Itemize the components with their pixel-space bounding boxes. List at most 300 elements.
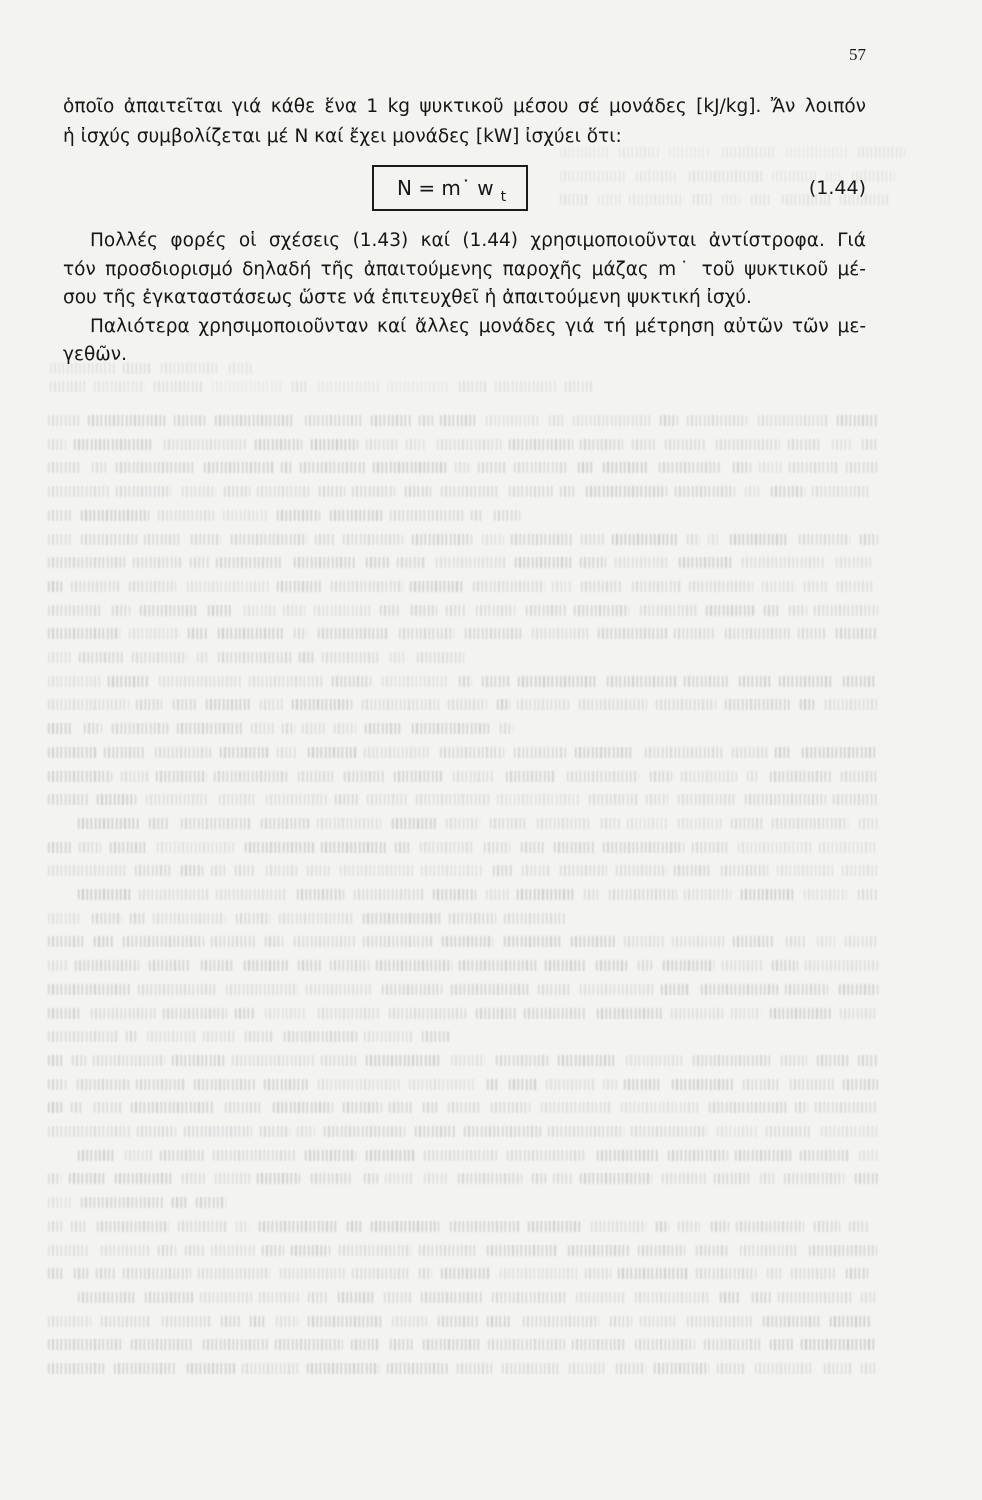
bleed-through-mark — [843, 676, 876, 687]
bleed-through-mark — [132, 652, 187, 663]
bleed-through-mark — [528, 1221, 581, 1232]
bleed-through-mark — [116, 462, 195, 473]
bleed-through-mark — [339, 1245, 411, 1256]
bleed-through-mark — [190, 557, 209, 568]
bleed-through-mark — [789, 605, 807, 616]
bleed-through-mark — [660, 415, 678, 426]
bleed-through-mark — [97, 794, 136, 805]
bleed-through-mark — [731, 818, 763, 829]
bleed-through-mark — [546, 1079, 595, 1090]
bleed-through-mark — [494, 510, 520, 521]
bleed-through-mark — [636, 171, 678, 182]
bleed-through-mark — [621, 1102, 699, 1113]
bleed-through-mark — [733, 462, 751, 473]
bleed-through-mark — [184, 1126, 252, 1137]
bleed-through-mark — [560, 171, 626, 182]
bleed-through-mark — [133, 557, 181, 568]
bleed-through-mark — [275, 1339, 343, 1350]
bleed-through-mark — [572, 1339, 625, 1350]
bleed-through-mark — [487, 1245, 558, 1256]
bleed-through-mark — [259, 1221, 339, 1232]
bleed-through-mark — [299, 652, 314, 663]
bleed-through-mark — [250, 1316, 267, 1327]
bleed-through-mark — [302, 723, 327, 734]
bleed-through-mark — [721, 865, 768, 876]
bleed-through-mark — [422, 1031, 449, 1042]
bleed-through-mark — [490, 818, 527, 829]
bleed-through-mark — [453, 771, 495, 782]
bleed-through-mark — [603, 462, 649, 473]
bleed-through-mark — [552, 581, 573, 592]
bleed-through-mark — [696, 1245, 729, 1256]
bleed-through-mark — [244, 960, 288, 971]
bleed-through-mark — [488, 1339, 565, 1350]
bleed-through-mark — [471, 510, 483, 521]
bleed-through-mark — [861, 1363, 878, 1374]
bleed-through-mark — [255, 439, 302, 450]
bleed-through-mark — [79, 652, 123, 663]
bleed-through-mark — [297, 1126, 315, 1137]
bleed-through-mark — [282, 723, 295, 734]
bleed-through-mark — [382, 984, 442, 995]
bleed-through-mark — [48, 1031, 119, 1042]
bleed-through-mark — [672, 1079, 735, 1090]
bleed-through-mark — [69, 1173, 107, 1184]
bleed-through-mark — [279, 913, 353, 924]
bleed-through-mark — [846, 1268, 868, 1279]
bleed-through-mark — [48, 747, 97, 758]
bleed-through-mark — [315, 534, 335, 545]
bleed-through-mark — [387, 381, 448, 392]
equation-box — [372, 165, 528, 211]
bleed-through-mark — [504, 936, 562, 947]
bleed-through-mark — [221, 1316, 240, 1327]
bleed-through-mark — [178, 1221, 227, 1232]
bleed-through-mark — [307, 865, 330, 876]
bleed-through-mark — [365, 723, 401, 734]
bleed-through-mark — [741, 889, 795, 900]
bleed-through-mark — [131, 1102, 214, 1113]
bleed-through-mark — [758, 415, 829, 426]
bleed-through-mark — [752, 1292, 771, 1303]
bleed-through-mark — [110, 842, 148, 853]
bleed-through-mark — [48, 628, 120, 639]
bleed-through-mark — [112, 605, 130, 616]
bleed-through-mark — [656, 699, 716, 710]
bleed-through-mark — [115, 1173, 174, 1184]
bleed-through-mark — [799, 534, 850, 545]
bleed-through-mark — [121, 771, 148, 782]
page-number: 57 — [849, 45, 866, 64]
bleed-through-mark — [518, 676, 597, 687]
bleed-through-mark — [846, 462, 878, 473]
bleed-through-mark — [364, 747, 429, 758]
bleed-through-mark — [126, 1031, 138, 1042]
bleed-through-mark — [48, 534, 71, 545]
bleed-through-mark — [624, 1079, 661, 1090]
bleed-through-mark — [795, 1102, 808, 1113]
bleed-through-mark — [495, 381, 556, 392]
bleed-through-mark — [213, 1150, 296, 1161]
bleed-through-mark — [314, 605, 371, 616]
bleed-through-mark — [814, 605, 878, 616]
bleed-through-mark — [665, 439, 705, 450]
bleed-through-mark — [767, 1268, 783, 1279]
bleed-through-mark — [297, 889, 344, 900]
bleed-through-mark — [671, 1008, 723, 1019]
bleed-through-mark — [188, 628, 207, 639]
bleed-through-mark — [48, 1363, 105, 1374]
bleed-through-mark — [257, 1173, 300, 1184]
bleed-through-mark — [663, 960, 714, 971]
bleed-through-mark — [48, 510, 71, 521]
bleed-through-mark — [140, 605, 198, 616]
bleed-through-mark — [149, 960, 191, 971]
bleed-through-mark — [48, 865, 128, 876]
bleed-through-mark — [415, 1126, 457, 1137]
bleed-through-mark — [187, 581, 269, 592]
bleed-through-mark — [50, 381, 86, 392]
bleed-through-mark — [646, 794, 668, 805]
bleed-through-mark — [506, 771, 556, 782]
bleed-through-mark — [260, 699, 285, 710]
bleed-through-mark — [801, 1339, 876, 1350]
bleed-through-mark — [610, 1316, 632, 1327]
bleed-through-mark — [615, 557, 669, 568]
bleed-through-mark — [482, 676, 509, 687]
bleed-through-mark — [638, 960, 652, 971]
bleed-through-mark — [451, 984, 531, 995]
bleed-through-mark — [215, 1173, 250, 1184]
bleed-through-mark — [548, 1126, 624, 1137]
bleed-through-mark — [281, 462, 293, 473]
bleed-through-mark — [340, 865, 414, 876]
bleed-through-mark — [598, 628, 667, 639]
bleed-through-mark — [830, 1316, 870, 1327]
bleed-through-mark — [859, 818, 878, 829]
bleed-through-mark — [736, 1221, 804, 1232]
bleed-through-mark — [48, 984, 131, 995]
bleed-through-mark — [48, 913, 81, 924]
bleed-through-mark — [645, 747, 722, 758]
bleed-through-mark — [78, 1150, 116, 1161]
bleed-through-mark — [446, 605, 466, 616]
bleed-through-mark — [661, 984, 690, 995]
bleed-through-mark — [347, 1221, 364, 1232]
bleed-through-mark — [101, 1245, 149, 1256]
bleed-through-mark — [129, 628, 180, 639]
bleed-through-mark — [291, 1245, 330, 1256]
bleed-through-mark — [448, 699, 487, 710]
bleed-through-mark — [476, 605, 515, 616]
bleed-through-mark — [824, 1363, 852, 1374]
bleed-through-mark — [216, 557, 283, 568]
text-line: Παλιότερα χρησιμοποιοῦνταν καί ἄλλες μονάδες γιά τή μέτρηση αὐτῶν τῶν με- — [90, 316, 866, 337]
bleed-through-mark — [487, 1316, 512, 1327]
bleed-through-mark — [836, 557, 871, 568]
bleed-through-mark — [650, 771, 672, 782]
bleed-through-mark — [259, 1292, 300, 1303]
bleed-through-mark — [706, 605, 754, 616]
bleed-through-mark — [181, 818, 251, 829]
bleed-through-mark — [581, 534, 604, 545]
bleed-through-mark — [366, 1150, 415, 1161]
bleed-through-mark — [455, 462, 469, 473]
bleed-through-mark — [523, 1316, 599, 1327]
bleed-through-mark — [524, 1008, 587, 1019]
bleed-through-mark — [784, 1173, 844, 1184]
bleed-through-mark — [135, 865, 173, 876]
bleed-through-mark — [687, 1316, 752, 1327]
bleed-through-mark — [112, 723, 170, 734]
bleed-through-mark — [771, 486, 805, 497]
bleed-through-mark — [438, 1316, 479, 1327]
bleed-through-mark — [740, 1245, 799, 1256]
bleed-through-mark — [448, 1102, 481, 1113]
bleed-through-mark — [276, 1316, 298, 1327]
bleed-through-mark — [200, 1292, 252, 1303]
bleed-through-mark — [201, 960, 233, 971]
bleed-through-mark — [674, 628, 716, 639]
bleed-through-mark — [215, 415, 294, 426]
bleed-through-mark — [366, 557, 389, 568]
bleed-through-mark — [711, 1221, 729, 1232]
bleed-through-mark — [318, 1079, 401, 1090]
bleed-through-mark — [197, 652, 209, 663]
bleed-through-mark — [136, 699, 162, 710]
bleed-through-mark — [48, 842, 72, 853]
bleed-through-mark — [580, 439, 623, 450]
bleed-through-mark — [725, 699, 790, 710]
equation-number: (1.44) — [808, 177, 866, 199]
bleed-through-mark — [292, 699, 352, 710]
bleed-through-mark — [265, 1008, 307, 1019]
bleed-through-mark — [515, 557, 572, 568]
bleed-through-mark — [236, 913, 270, 924]
bleed-through-mark — [517, 889, 576, 900]
bleed-through-mark — [153, 913, 225, 924]
bleed-through-mark — [532, 1173, 546, 1184]
bleed-through-mark — [668, 1150, 728, 1161]
bleed-through-mark — [264, 1079, 308, 1090]
bleed-through-mark — [84, 723, 102, 734]
bleed-through-mark — [203, 1339, 268, 1350]
bleed-through-mark — [679, 557, 733, 568]
bleed-through-mark — [760, 1173, 777, 1184]
bleed-through-mark — [71, 581, 119, 592]
bleed-through-mark — [147, 1031, 196, 1042]
bleed-through-mark — [419, 1245, 477, 1256]
bleed-through-mark — [123, 936, 204, 947]
bleed-through-mark — [659, 462, 722, 473]
bleed-through-mark — [580, 984, 654, 995]
bleed-through-mark — [172, 1055, 225, 1066]
bleed-through-mark — [514, 462, 568, 473]
bleed-through-mark — [589, 794, 639, 805]
bleed-through-mark — [815, 1102, 878, 1113]
bleed-through-mark — [294, 557, 356, 568]
bleed-through-mark — [514, 747, 566, 758]
bleed-through-mark — [158, 510, 214, 521]
bleed-through-mark — [260, 1126, 290, 1137]
bleed-through-mark — [78, 889, 132, 900]
bleed-through-mark — [420, 842, 473, 853]
bleed-through-mark — [91, 1008, 156, 1019]
bleed-through-mark — [93, 1055, 165, 1066]
bleed-through-mark — [859, 1150, 878, 1161]
bleed-through-mark — [412, 534, 472, 545]
bleed-through-mark — [424, 1150, 497, 1161]
bleed-through-mark — [607, 676, 677, 687]
bleed-through-mark — [482, 534, 504, 545]
bleed-through-mark — [841, 771, 878, 782]
bleed-through-mark — [211, 1245, 255, 1256]
bleed-through-mark — [578, 462, 595, 473]
bleed-through-mark — [423, 1339, 480, 1350]
bleed-through-mark — [104, 747, 146, 758]
bleed-through-mark — [204, 462, 274, 473]
bleed-through-mark — [159, 676, 241, 687]
bleed-through-mark — [231, 534, 307, 545]
bleed-through-mark — [674, 865, 711, 876]
bleed-through-mark — [640, 1316, 678, 1327]
bleed-through-mark — [459, 960, 538, 971]
bleed-through-mark — [745, 794, 826, 805]
bleed-through-mark — [804, 581, 827, 592]
bleed-through-mark — [319, 486, 345, 497]
bleed-through-mark — [156, 771, 207, 782]
bleed-through-mark — [317, 818, 381, 829]
bleed-through-mark — [367, 794, 409, 805]
bleed-through-mark — [855, 1173, 878, 1184]
bleed-through-mark — [48, 771, 112, 782]
bleed-through-mark — [521, 842, 545, 853]
bleed-through-mark — [48, 723, 73, 734]
bleed-through-mark — [689, 581, 753, 592]
bleed-through-mark — [318, 628, 388, 639]
bleed-through-mark — [571, 936, 616, 947]
bleed-through-mark — [837, 415, 878, 426]
bleed-through-mark — [509, 486, 553, 497]
bleed-through-mark — [509, 1079, 538, 1090]
bleed-through-mark — [632, 439, 655, 450]
bleed-through-mark — [94, 936, 113, 947]
bleed-through-mark — [306, 984, 373, 995]
bleed-through-mark — [580, 557, 606, 568]
bleed-through-mark — [739, 676, 771, 687]
bleed-through-mark — [277, 581, 322, 592]
bleed-through-mark — [497, 794, 579, 805]
bleed-through-mark — [321, 1055, 356, 1066]
bleed-through-mark — [433, 889, 476, 900]
bleed-through-mark — [146, 794, 209, 805]
bleed-through-mark — [392, 1316, 427, 1327]
bleed-through-mark — [441, 1268, 491, 1279]
bleed-through-mark — [277, 747, 297, 758]
bleed-through-mark — [538, 984, 571, 995]
bleed-through-mark — [775, 747, 791, 758]
bleed-through-mark — [399, 628, 454, 639]
bleed-through-mark — [745, 486, 761, 497]
bleed-through-mark — [334, 723, 356, 734]
bleed-through-mark — [162, 1316, 211, 1327]
bleed-through-mark — [373, 462, 446, 473]
bleed-through-mark — [48, 1008, 81, 1019]
bleed-through-mark — [145, 1292, 193, 1303]
bleed-through-mark — [48, 1339, 122, 1350]
bleed-through-mark — [423, 1102, 439, 1113]
bleed-through-mark — [116, 486, 171, 497]
bleed-through-mark — [235, 865, 255, 876]
bleed-through-mark — [473, 581, 545, 592]
bleed-through-mark — [742, 557, 825, 568]
bleed-through-mark — [478, 462, 506, 473]
bleed-through-mark — [629, 194, 684, 205]
text-line: ὁποῖο ἀπαιτεῖται γιά κάθε ἕνα 1 kg ψυκτικοῦ μέσου σέ μονάδες [kJ/kg]. Ἄν λοιπόν — [63, 96, 866, 117]
bleed-through-mark — [382, 676, 448, 687]
bleed-through-mark — [560, 194, 589, 205]
bleed-through-mark — [616, 1363, 646, 1374]
bleed-through-mark — [332, 676, 371, 687]
bleed-through-mark — [632, 581, 681, 592]
bleed-through-mark — [139, 889, 209, 900]
bleed-through-mark — [541, 1102, 611, 1113]
bleed-through-mark — [812, 486, 871, 497]
bleed-through-mark — [759, 462, 782, 473]
bleed-through-mark — [459, 676, 472, 687]
bleed-through-mark — [722, 960, 762, 971]
bleed-through-mark — [343, 1102, 382, 1113]
bleed-through-mark — [442, 936, 493, 947]
bleed-through-mark — [493, 865, 512, 876]
bleed-through-mark — [157, 842, 234, 853]
bleed-through-mark — [465, 628, 523, 639]
bleed-through-mark — [174, 415, 205, 426]
bleed-through-mark — [416, 794, 490, 805]
bleed-through-mark — [786, 936, 807, 947]
bleed-through-mark — [394, 771, 442, 782]
bleed-through-mark — [419, 415, 433, 426]
bleed-through-mark — [72, 1055, 86, 1066]
bleed-through-mark — [371, 1221, 439, 1232]
bleed-through-mark — [849, 1221, 868, 1232]
bleed-through-mark — [584, 889, 601, 900]
bleed-through-mark — [764, 605, 780, 616]
bleed-through-mark — [790, 1079, 836, 1090]
bleed-through-mark — [751, 194, 772, 205]
bleed-through-mark — [802, 747, 876, 758]
bleed-through-mark — [567, 771, 639, 782]
bleed-through-mark — [842, 865, 878, 876]
bleed-through-mark — [251, 723, 274, 734]
bleed-through-mark — [380, 605, 400, 616]
bleed-through-mark — [716, 439, 780, 450]
bleed-through-mark — [249, 676, 323, 687]
bleed-through-mark — [836, 628, 878, 639]
bleed-through-mark — [678, 794, 735, 805]
text-line: ἡ ἰσχύς συμβολίζεται μέ N καί ἔχει μονάδες [kW] ἰσχύει ὅτι: — [63, 126, 622, 147]
bleed-through-mark — [708, 534, 720, 545]
bleed-through-mark — [78, 818, 139, 829]
bleed-through-mark — [108, 676, 148, 687]
bleed-through-mark — [832, 439, 851, 450]
bleed-through-mark — [532, 628, 591, 639]
text-line: Πολλές φορές οἱ σχέσεις (1.43) καί (1.44) χρησιμοποιοῦνται ἀντίστροφα. Γιά — [90, 230, 866, 251]
bleed-through-mark — [662, 1173, 707, 1184]
bleed-through-mark — [687, 534, 700, 545]
bleed-through-mark — [214, 771, 287, 782]
bleed-through-mark — [225, 1102, 262, 1113]
